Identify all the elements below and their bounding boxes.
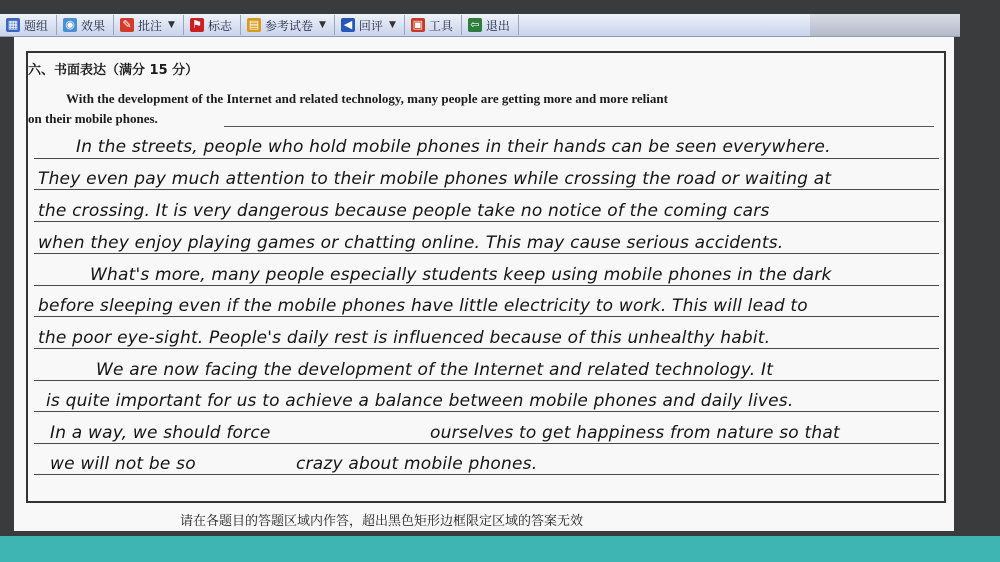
writing-rule [34,253,939,254]
writing-rule [34,348,939,349]
handwriting-line: We are now facing the development of the Internet and related technology. It [96,360,774,380]
handwriting-line: the poor eye-sight. People's daily rest is influenced because of this unhealthy habit. [38,328,771,348]
handwriting-line: In the streets, people who hold mobile phones in their hands can be seen everywhere. [76,137,831,157]
handwriting-line: They even pay much attention to their mobile phones while crossing the road or waiting at [38,169,832,189]
toolbar-button-exit[interactable] [462,15,519,35]
toolbar-button-label: 批注 [138,18,163,33]
toolbar-button-back-arrow[interactable] [335,15,405,35]
writing-rule [34,316,939,317]
chevron-down-icon[interactable]: ▼ [319,20,326,30]
handwriting-line: is quite important for us to achieve a balance between mobile phones and daily lives. [46,391,794,411]
toolbar-button-label: 回评 [358,18,383,33]
toolbar-button-label: 工具 [428,18,453,33]
handwriting-line: In a way, we should force [50,423,271,443]
toolbar-button-label: 参考试卷 [264,18,313,33]
handwriting-line: before sleeping even if the mobile phones have little electricity to work. This will lead to [38,296,808,316]
writing-rule [34,411,939,412]
pencil-icon: ✎ [120,18,134,32]
section-title: 六、书面表达（满分 15 分） [28,63,199,78]
handwriting-line: ourselves to get happiness from nature so that [430,423,840,443]
eye-icon: ◉ [63,18,77,32]
writing-rule [34,158,939,159]
bottom-bar [0,536,1000,562]
toolbar-button-label: 标志 [207,18,232,33]
handwriting-line: crazy about mobile phones. [296,454,538,474]
handwriting-line: when they enjoy playing games or chatting online. This may cause serious accidents. [38,233,784,253]
toolbox-icon: ▣ [412,18,424,31]
back-arrow-icon: ◀ [341,18,355,32]
toolbar-button-flag[interactable] [184,15,241,35]
toolbar-button-eye[interactable] [57,15,114,35]
answer-sheet [14,37,954,531]
toolbar [0,14,960,37]
writing-rule [34,221,939,222]
chevron-down-icon[interactable]: ▼ [388,20,396,30]
writing-rule [34,189,939,190]
writing-rule [34,474,939,475]
toolbar-button-label: 效果 [81,18,106,33]
chevron-down-icon[interactable]: ▼ [168,20,175,30]
grid-icon: ▦ [7,18,19,31]
paper-icon: ▤ [248,18,260,31]
toolbar-end-area [810,14,960,36]
prompt-line-2: on their mobile phones. [28,111,158,126]
toolbar-button-label: 题组 [24,18,49,33]
prompt-line-1: With the development of the Internet and related technology, many people are getting more and more reliant [66,91,668,106]
exit-icon: ⇦ [468,18,482,32]
writing-rule [34,285,939,286]
toolbar-button-pencil[interactable] [114,15,184,35]
toolbar-button-grid[interactable] [0,15,57,35]
handwriting-line: the crossing. It is very dangerous because people take no notice of the coming cars [38,201,770,221]
writing-rule [34,380,939,381]
handwriting-line: we will not be so [50,454,196,474]
writing-rule [34,443,939,444]
flag-icon: ⚑ [190,18,204,32]
prompt-underline [224,126,934,127]
answer-area-notice: 请在各题目的答题区域内作答，超出黑色矩形边框限定区域的答案无效 [180,514,584,529]
toolbar-button-toolbox[interactable] [405,15,462,35]
toolbar-button-paper[interactable] [241,15,335,35]
handwriting-line: What's more, many people especially students keep using mobile phones in the dark [90,265,832,285]
toolbar-button-label: 退出 [485,18,510,33]
